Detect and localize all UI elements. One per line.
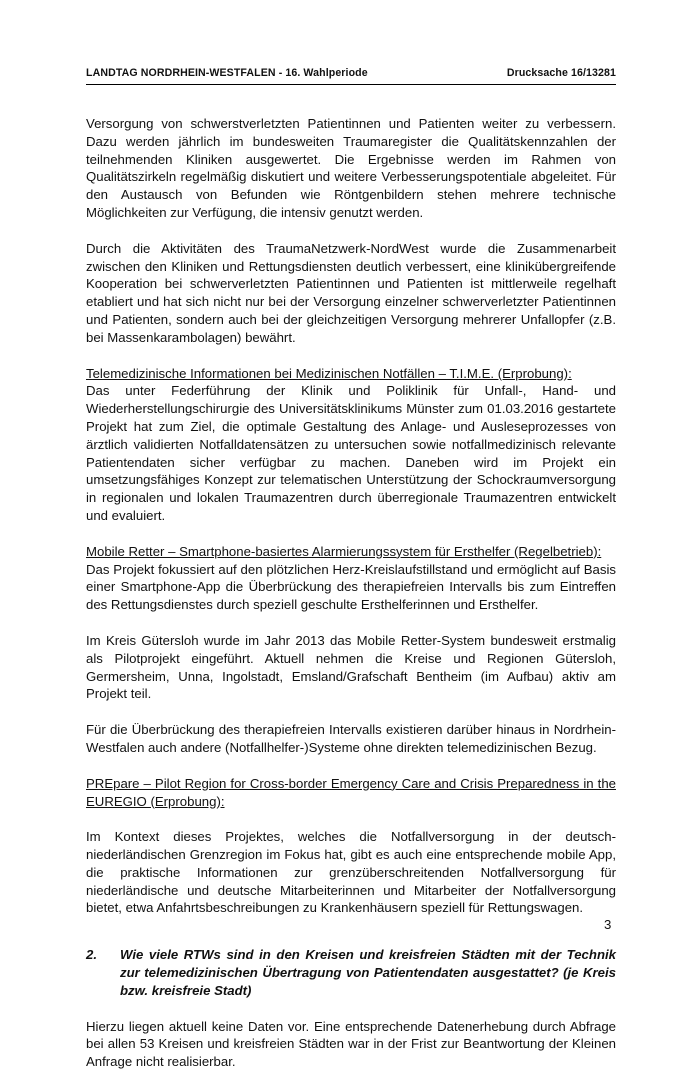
paragraph-time: Das unter Federführung der Klinik und Poliklinik für Unfall-, Hand- und Wiederherstellungschirurgie des Universitätsklinikums Münster zum 01.03.2016 gestartete Projekt hat zum Ziel, die optimale Gestaltung des Anlage- und Ausleseprozesses von ärztlich validierten Notfalldatensätzen zu untersuchen sowie notfallmedizinisch relevante Patientendaten sicher verfügbar zu machen. Daneben wird im Projekt ein umsetzungsfähiges Konzept zur telematischen Unterstützung der Schockraumversorgung in regionalen und lokalen Traumazentren durch überregionale Traumazentren entwickelt und evaluiert.	[86, 383, 616, 523]
header-title: LANDTAG NORDRHEIN-WESTFALEN - 16. Wahlperiode	[86, 67, 368, 79]
document-body	[86, 115, 616, 1071]
paragraph-ueberbrueckung: Für die Überbrückung des therapiefreien Intervalls existieren darüber hinaus in Nordrhein-Westfalen auch andere (Notfallhelfer-)Systeme ohne direkten telemedizinischen Bezug.	[86, 722, 616, 755]
section-heading-time: Telemedizinische Informationen bei Medizinischen Notfällen – T.I.M.E. (Erprobung):	[86, 365, 572, 381]
page-header	[86, 67, 616, 79]
question-number: 2.	[86, 947, 97, 963]
question-text: Wie viele RTWs sind in den Kreisen und kreisfreien Städten mit der Technik zur telemedizinischen Übertragung von Patientendaten ausgestattet? (je Kreis bzw. kreisfreie Stadt)	[120, 947, 616, 998]
paragraph-traumanetzwerk: Durch die Aktivitäten des TraumaNetzwerk-NordWest wurde die Zusammenarbeit zwischen den Kliniken und Rettungsdiensten deutlich verbessert, eine klinikübergreifende Kooperation bei schwerverletzten Patientinnen und Patienten ist mittlerweile regelhaft etabliert und hat sich nicht nur bei der Versorgung einzelner schwerverletzter Patientinnen und Patienten, sondern auch bei der gleichzeitigen Versorgung mehrerer Unfallopfer (z.B. bei Massenkarambolagen) bewährt.	[86, 240, 616, 345]
paragraph-prepare: Im Kontext dieses Projektes, welches die Notfallversorgung in der deutsch-niederländischen Grenzregion im Fokus hat, gibt es auch eine entsprechende mobile App, die praktische Informationen zur grenzüberschreitenden Notfallversorgung für niederländische und deutsche Mitarbeiterinnen und Mitarbeiter der Notfallversorgung bietet, etwa Anfahrtsbeschreibungen zu Krankenhäusern speziell für Rettungswagen.	[86, 829, 616, 916]
header-document-number: Drucksache 16/13281	[506, 67, 616, 79]
paragraph-mobile-retter: Das Projekt fokussiert auf den plötzlichen Herz-Kreislaufstillstand und ermöglicht auf Basis einer Smartphone-App die Überbrückung des therapiefreien Intervalls bis zum Eintreffen des Rettungsdienstes durch speziell geschulte Ersthelferinnen und Ersthelfer.	[86, 561, 616, 613]
paragraph-answer: Hierzu liegen aktuell keine Daten vor. Eine entsprechende Datenerhebung durch Abfrage bei allen 53 Kreisen und kreisfreien Städten war in der Frist zur Beantwortung der Kleinen Anfrage nicht realisierbar.	[86, 1018, 616, 1070]
paragraph-traumaregister: Versorgung von schwerstverletzten Patientinnen und Patienten weiter zu verbessern. Dazu werden jährlich im bundesweiten Traumaregister die Qualitätskennzahlen der teilnehmenden Kliniken ausgewertet. Die Ergebnisse werden im Rahmen von Qualitätszirkeln regelmäßig diskutiert und weitere Verbesserungspotentiale abgeleitet. Für den Austausch von Befunden wie Röntgenbildern stehen mehrere technische Möglichkeiten zur Verfügung, die intensiv genutzt werden.	[86, 116, 616, 220]
question-2	[86, 946, 616, 999]
header-divider	[86, 84, 616, 85]
section-heading-prepare: PREpare – Pilot Region for Cross-border Emergency Care and Crisis Preparedness in the EUREGIO (Erprobung):	[86, 775, 616, 809]
page-number: 3	[604, 917, 612, 932]
paragraph-guetersloh: Im Kreis Gütersloh wurde im Jahr 2013 das Mobile Retter-System bundesweit erstmalig als Pilotprojekt eingeführt. Aktuell nehmen die Kreise und Regionen Gütersloh, Germersheim, Unna, Ingolstadt, Emsland/Grafschaft Bentheim (im Aufbau) aktiv am Projekt teil.	[86, 632, 616, 702]
section-heading-mobile-retter: Mobile Retter – Smartphone-basiertes Alarmierungssystem für Ersthelfer (Regelbetrieb):	[86, 543, 602, 559]
